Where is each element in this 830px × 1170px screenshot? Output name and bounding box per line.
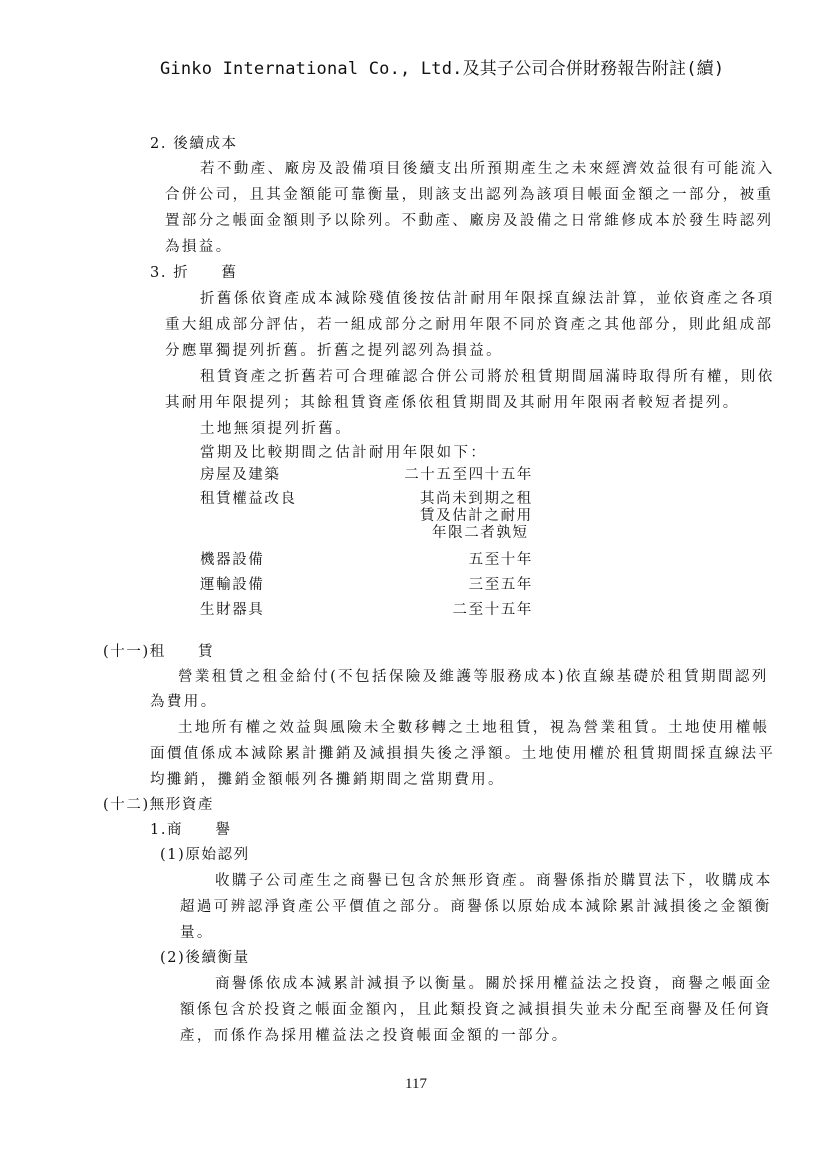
- useful-life-value: 賃及估計之耐用: [420, 508, 533, 524]
- paragraph-line: 為損益。: [165, 239, 233, 255]
- useful-life-item: 房屋及建築: [200, 467, 281, 483]
- section-title-depreciation: 3. 折 舊: [150, 265, 238, 281]
- paragraph-line: 合併公司，且其金額能可靠衡量，則該支出認列為該項目帳面金額之一部分，被重: [165, 187, 774, 203]
- paragraph-line: 其耐用年限提列；其餘租賃資產係依租賃期間及其耐用年限兩者較短者提列。: [165, 395, 740, 411]
- section-title-subsequent-cost: 2. 後續成本: [150, 136, 238, 152]
- paragraph-line: 超過可辨認淨資產公平價值之部分。商譽係以原始成本減除累計減損後之金額衡: [180, 899, 772, 915]
- paragraph-line: 土地無須提列折舊。: [200, 421, 353, 437]
- useful-life-item: 運輸設備: [200, 577, 265, 593]
- paragraph-line: 若不動產、廠房及設備項目後續支出所預期產生之未來經濟效益很有可能流入: [200, 161, 775, 177]
- paragraph-line: 折舊係依資產成本減除殘值後按估計耐用年限採直線法計算，並依資產之各項: [200, 291, 775, 307]
- paragraph-line: 重大組成部分評估，若一組成部分之耐用年限不同於資產之其他部分，則此組成部: [165, 317, 774, 333]
- useful-life-item: 租賃權益改良: [200, 491, 297, 507]
- paragraph-line: 均攤銷，攤銷金額帳列各攤銷期間之當期費用。: [150, 772, 505, 788]
- paragraph-line: 產，而係作為採用權益法之投資帳面金額的一部分。: [180, 1028, 569, 1044]
- paragraph-line: 額係包含於投資之帳面金額內，且此類投資之減損損失並未分配至商譽及任何資: [180, 1002, 772, 1018]
- useful-life-value: 五至十年: [468, 552, 533, 568]
- useful-life-value: 二至十五年: [452, 602, 533, 618]
- paragraph-line: 土地所有權之效益與風險未全數移轉之土地租賃，視為營業租賃。土地使用權帳: [178, 720, 770, 736]
- useful-life-value: 其尚未到期之租: [420, 491, 533, 507]
- page-header: Ginko International Co., Ltd.及其子公司合併財務報告附註(續): [160, 59, 725, 79]
- paragraph-line: 面價值係成本減除累計攤銷及減損損失後之淨額。土地使用權於租賃期間採直線法平: [150, 746, 776, 762]
- useful-life-item: 生財器具: [200, 602, 265, 618]
- subsection-title-goodwill: 1.商 譽: [150, 822, 232, 838]
- section-title-leases: (十一)租 賃: [103, 644, 215, 660]
- paragraph-line: 為費用。: [150, 694, 218, 710]
- section-title-intangible-assets: (十二)無形資產: [103, 797, 215, 813]
- paragraph-line: 營業租賃之租金給付(不包括保險及維護等服務成本)依直線基礎於租賃期間認列: [178, 669, 769, 685]
- useful-life-value: 年限二者孰短: [432, 525, 529, 541]
- paragraph-line: 租賃資產之折舊若可合理確認合併公司將於租賃期間屆滿時取得所有權，則依: [200, 369, 775, 385]
- useful-life-value: 三至五年: [468, 577, 533, 593]
- paragraph-line: 分應單獨提列折舊。折舊之提列認列為損益。: [165, 343, 503, 359]
- subsection-title-subsequent-measurement: (2)後續衡量: [160, 950, 250, 966]
- paragraph-line: 量。: [180, 925, 214, 941]
- useful-life-item: 機器設備: [200, 552, 265, 568]
- paragraph-line: 收購子公司產生之商譽已包含於無形資產。商譽係指於購買法下，收購成本: [215, 873, 773, 889]
- subsection-title-initial-recognition: (1)原始認列: [160, 847, 250, 863]
- paragraph-line: 商譽係依成本減累計減損予以衡量。關於採用權益法之投資，商譽之帳面金: [215, 976, 773, 992]
- paragraph-line: 置部分之帳面金額則予以除列。不動產、廠房及設備之日常維修成本於發生時認列: [165, 213, 774, 229]
- useful-life-value: 二十五至四十五年: [404, 467, 533, 483]
- page-number: 117: [405, 1076, 427, 1092]
- paragraph-line: 當期及比較期間之估計耐用年限如下：: [200, 445, 488, 461]
